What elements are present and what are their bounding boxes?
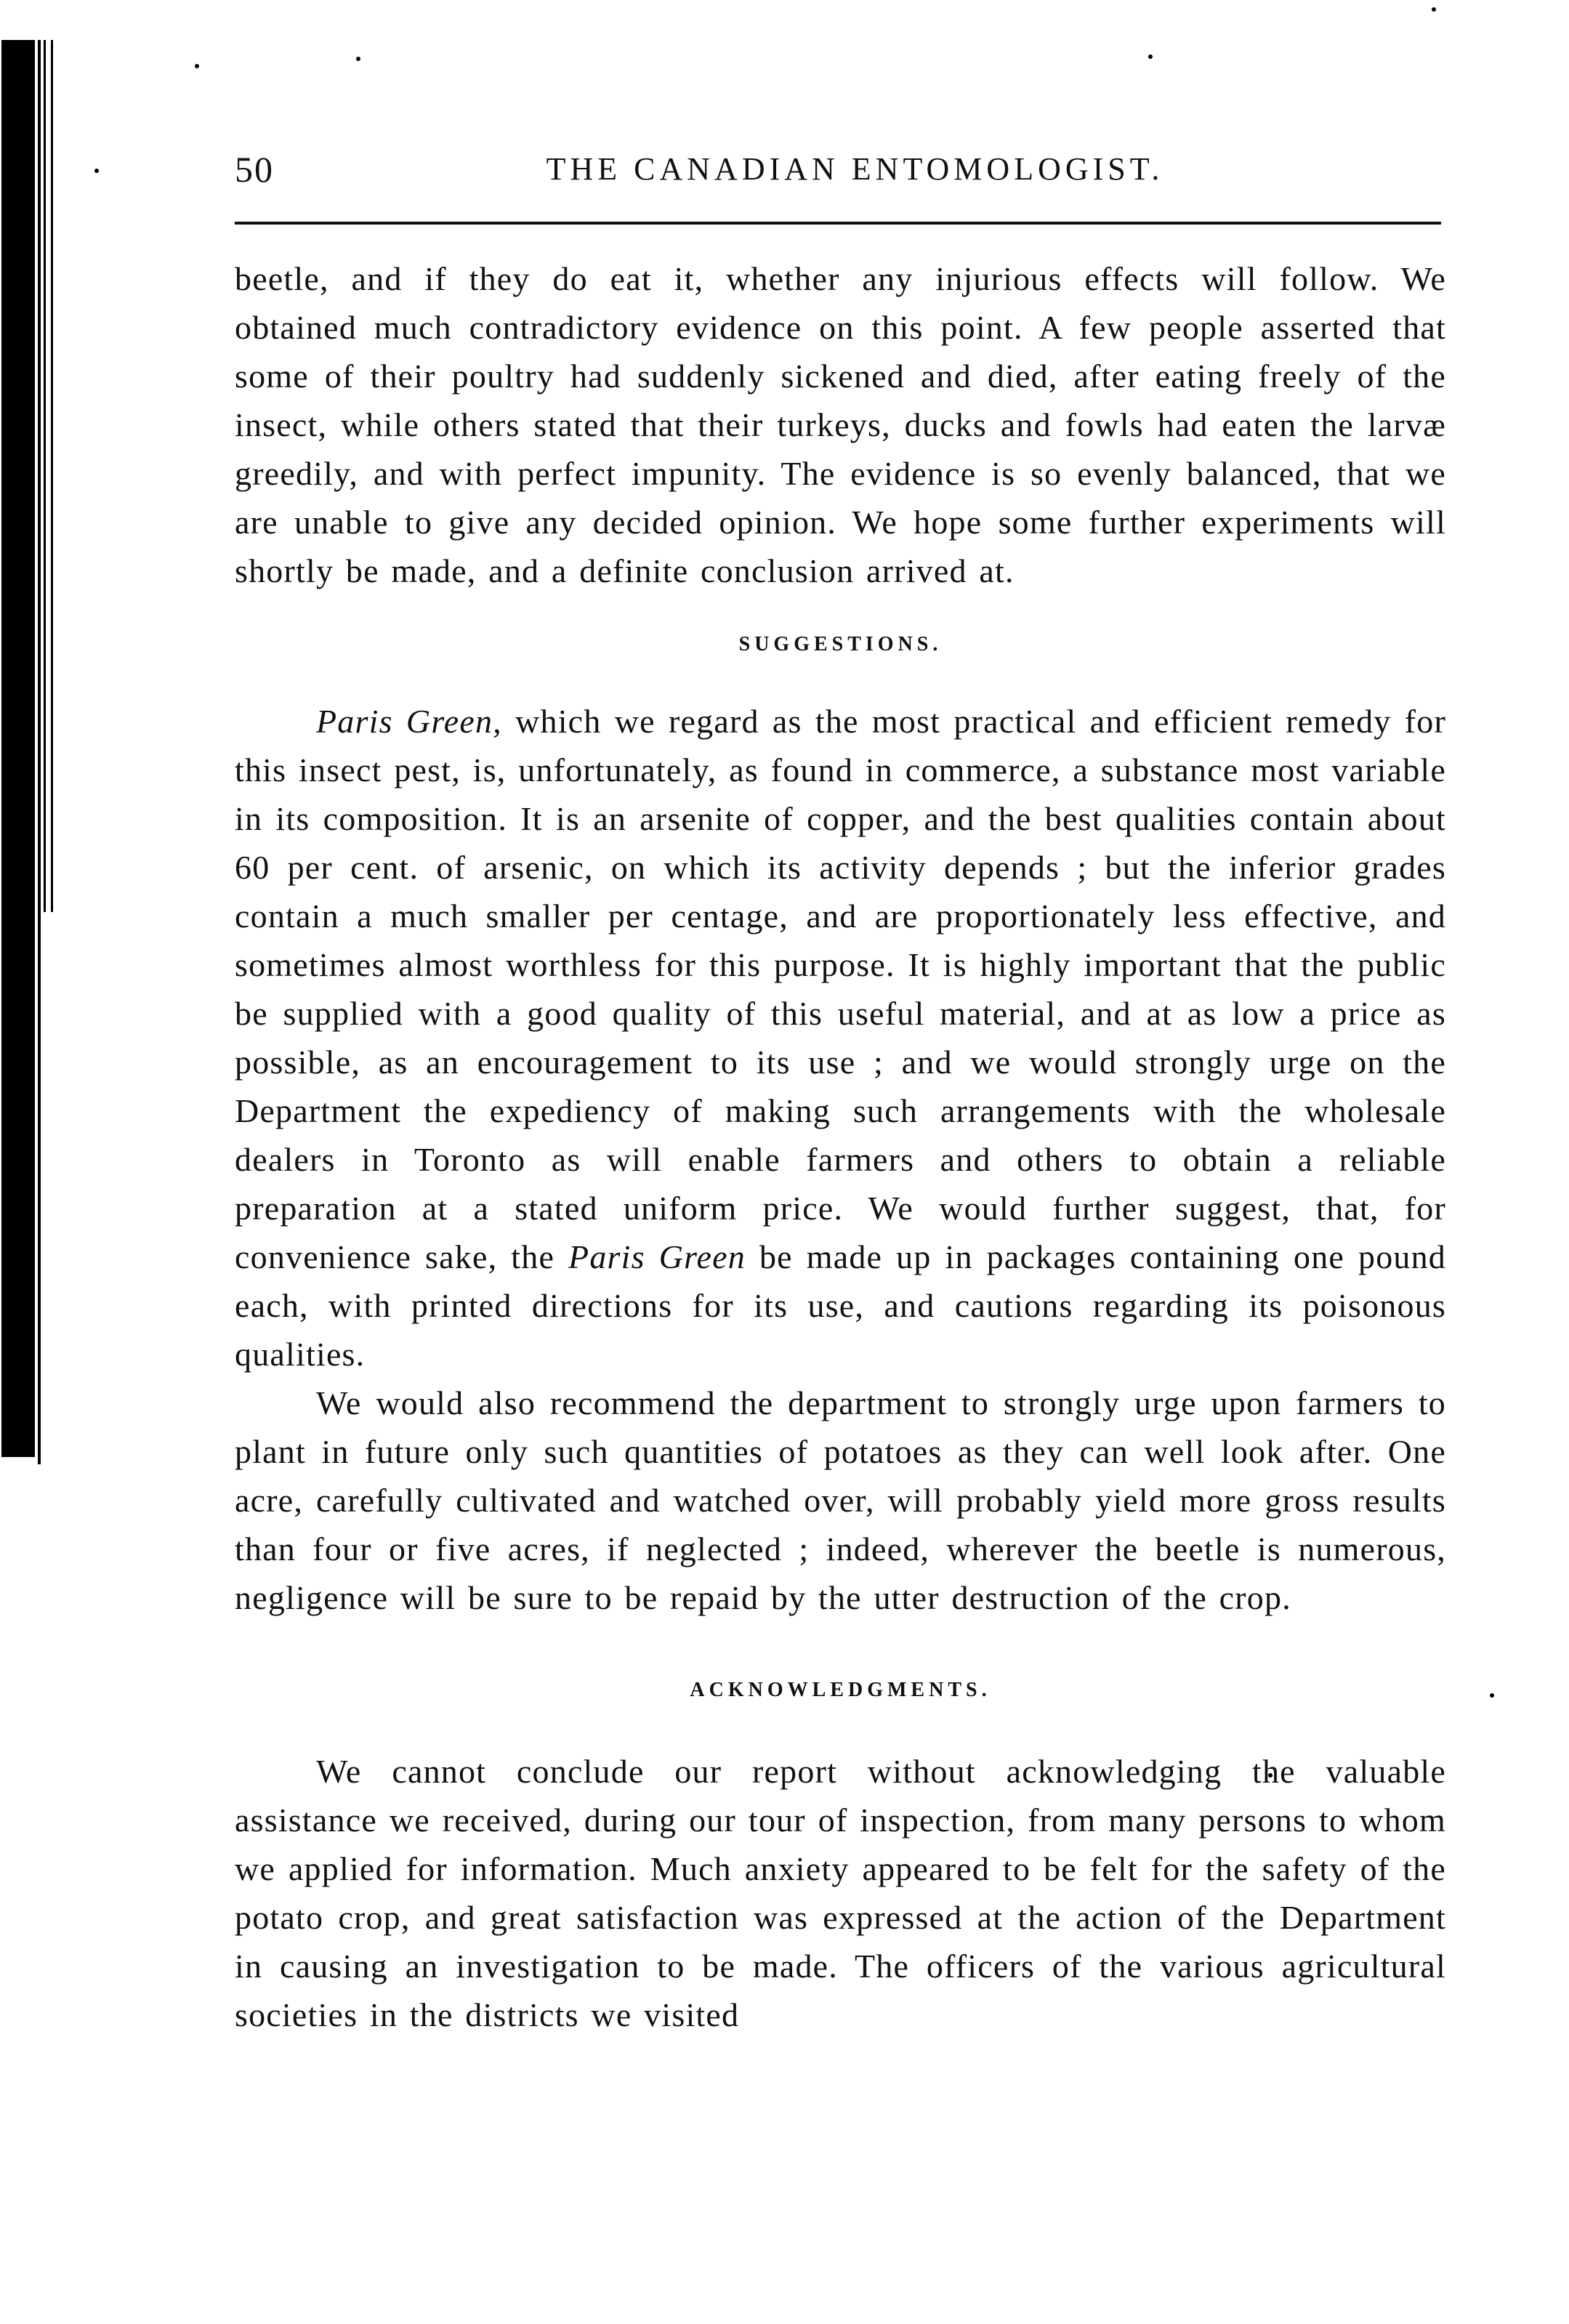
scan-speck bbox=[356, 57, 360, 61]
binding-edge-line bbox=[44, 40, 46, 912]
section-heading-suggestions: SUGGESTIONS. bbox=[738, 633, 943, 655]
binding-edge-shadow bbox=[1, 40, 35, 1457]
scan-speck bbox=[195, 64, 199, 68]
paragraph-text: which we regard as the most practical and efficient remedy for this insect pest, is, unfortunately, as found in commerce, a substance most variable in its composition. It is an arsenite of copper, and the best qualities contain about 60 per cent. of arsenic, on which its activity depends ; but the inferior grades contain a much smaller per centage, and are proportionately less effective, and sometimes almost worthless for this purpose. It is highly important that the public be supplied with a good quality of this useful material, and at as low a price as possible, as an encouragement to its use ; and we would strongly urge on the Department the expediency of making such arrangements with the wholesale dealers in Toronto as will enable farmers and others to obtain a reliable preparation at a stated uniform price. We would further suggest, that, for convenience sake, the bbox=[235, 703, 1446, 1275]
binding-edge-line bbox=[38, 40, 41, 1464]
paragraph-text: be made up in packages containing one pound each, with printed directions for its use, and cautions regarding its poisonous qualities. bbox=[235, 1238, 1446, 1373]
header-rule bbox=[235, 222, 1441, 225]
text-column bbox=[235, 254, 1446, 2039]
intro-paragraph: beetle, and if they do eat it, whether any injurious effects will follow. We obtained much contradictory evidence on this point. A few people asserted that some of their poultry had suddenly sickened and died, after eating freely of the insect, while others stated that their turkeys, ducks and fowls had eaten the larvæ greedily, and with perfect impunity. The evidence is so evenly balanced, that we are unable to give any decided opinion. We hope some further experiments will shortly be made, and a definite conclusion arrived at. bbox=[235, 260, 1446, 589]
scan-speck bbox=[1490, 1693, 1494, 1698]
suggestions-paragraph-1 bbox=[235, 697, 1446, 1379]
scan-speck bbox=[1148, 55, 1153, 59]
scan-speck bbox=[1432, 7, 1436, 12]
italic-term: Paris Green, bbox=[316, 703, 502, 740]
acknowledgments-paragraph-1: We cannot conclude our report without acknowledging the valuable assistance we received, during our tour of inspection, from many persons to whom we applied for information. Much anxiety appeared to be felt for the safety of the potato crop, and great satisfaction was expressed at the action of the Department in causing an investigation to be made. The officers of the various agricultural societies in the districts we visited bbox=[235, 1753, 1446, 2033]
italic-term: Paris Green bbox=[568, 1238, 746, 1275]
suggestions-paragraph-2: We would also recommend the department to strongly urge upon farmers to plant in future only such quantities of potatoes as they can well look after. One acre, carefully cultivated and watched over, will probably yield more gross results than four or five acres, if neglected ; indeed, wherever the beetle is numerous, negligence will be sure to be repaid by the utter destruction of the crop. bbox=[235, 1384, 1446, 1616]
scan-speck bbox=[94, 169, 99, 173]
running-title: THE CANADIAN ENTOMOLOGIST. bbox=[546, 151, 1164, 187]
page-header bbox=[235, 144, 1446, 195]
section-heading-acknowledgments: ACKNOWLEDGMENTS. bbox=[690, 1679, 991, 1701]
binding-edge-line bbox=[51, 40, 53, 912]
page-number: 50 bbox=[235, 149, 274, 190]
